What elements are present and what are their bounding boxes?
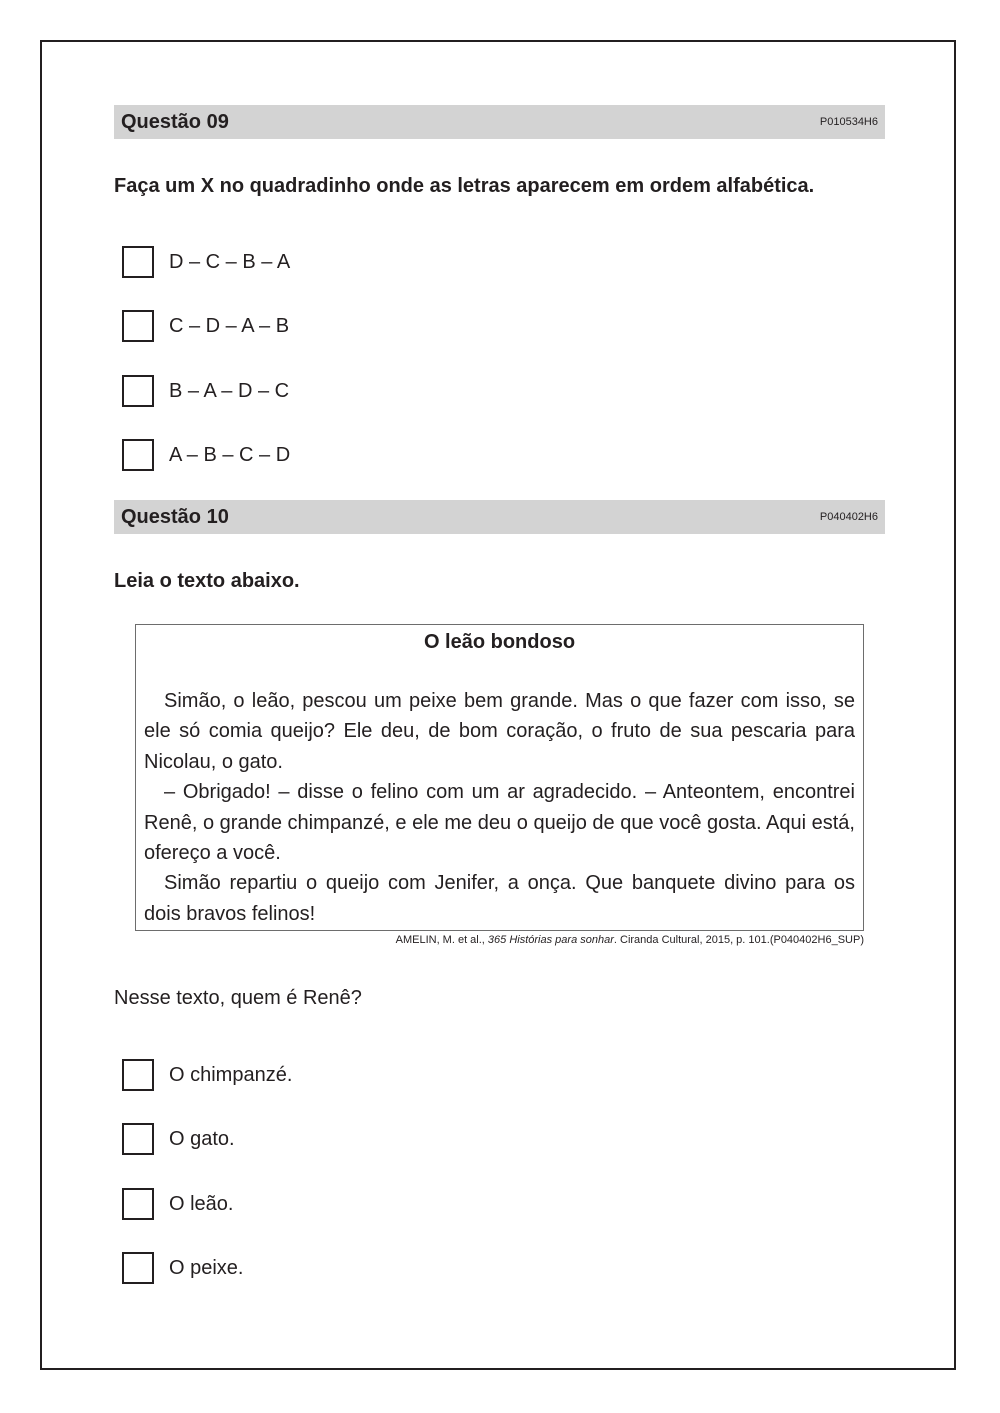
q09-option-3[interactable]: [122, 373, 289, 409]
question-10-header: [114, 500, 885, 534]
question-09-header: [114, 105, 885, 139]
q10-checkbox-1[interactable]: [122, 1059, 154, 1091]
q09-checkbox-2[interactable]: [122, 310, 154, 342]
q09-option-2[interactable]: [122, 308, 289, 344]
question-09-instruction: Faça um X no quadradinho onde as letras aparecem em ordem alfabética.: [114, 175, 815, 197]
reading-paragraph: Simão repartiu o queijo com Jenifer, a onça. Que banquete divino para os dois bravos felinos!: [144, 872, 855, 925]
reading-text-box: [135, 624, 864, 931]
q09-option-label: B – A – D – C: [169, 379, 290, 402]
q10-option-3[interactable]: [122, 1186, 233, 1222]
q10-option-label: O gato.: [169, 1127, 235, 1150]
q09-option-label: D – C – B – A: [169, 250, 291, 273]
reading-paragraph: Simão, o leão, pescou um peixe bem grande. Mas o que fazer com isso, se ele só comia queijo? Ele deu, de bom coração, o fruto de sua pescaria para Nicolau, o gato.: [144, 690, 855, 773]
q09-option-label: A – B – C – D: [169, 443, 291, 466]
q10-option-1[interactable]: [122, 1057, 292, 1093]
q10-option-label: O peixe.: [169, 1256, 244, 1279]
question-09-code: P010534H6: [819, 116, 878, 128]
q10-option-label: O leão.: [169, 1192, 234, 1215]
q10-option-label: O chimpanzé.: [169, 1063, 293, 1086]
citation-author: AMELIN, M. et al.,: [395, 934, 485, 946]
q10-checkbox-4[interactable]: [122, 1252, 154, 1284]
reading-text-title: O leão bondoso: [423, 631, 576, 653]
q09-checkbox-1[interactable]: [122, 246, 154, 278]
question-10-instruction: Leia o texto abaixo.: [114, 570, 300, 592]
reading-text-body: [144, 686, 855, 929]
q09-checkbox-4[interactable]: [122, 439, 154, 471]
citation-book-title: 365 Histórias para sonhar: [487, 934, 614, 946]
q10-checkbox-3[interactable]: [122, 1188, 154, 1220]
q09-option-label: C – D – A – B: [169, 314, 290, 337]
question-10-title: Questão 10: [121, 506, 229, 528]
question-10-prompt: Nesse texto, quem é Renê?: [114, 987, 362, 1009]
q10-option-2[interactable]: [122, 1121, 235, 1157]
reading-paragraph: – Obrigado! – disse o felino com um ar agradecido. – Anteontem, encontrei Renê, o grande chimpanzé, e ele me deu o queijo de que você gosta. Aqui está, ofereço a você.: [144, 781, 855, 865]
q10-checkbox-2[interactable]: [122, 1123, 154, 1155]
q09-option-4[interactable]: [122, 437, 290, 473]
q09-option-1[interactable]: [122, 244, 290, 280]
question-09-title: Questão 09: [121, 111, 229, 133]
q10-option-4[interactable]: [122, 1250, 243, 1286]
citation-rest: . Ciranda Cultural, 2015, p. 101.(P040402H6_SUP): [613, 934, 864, 946]
q09-checkbox-3[interactable]: [122, 375, 154, 407]
question-10-code: P040402H6: [819, 511, 878, 523]
text-citation: [396, 934, 864, 946]
